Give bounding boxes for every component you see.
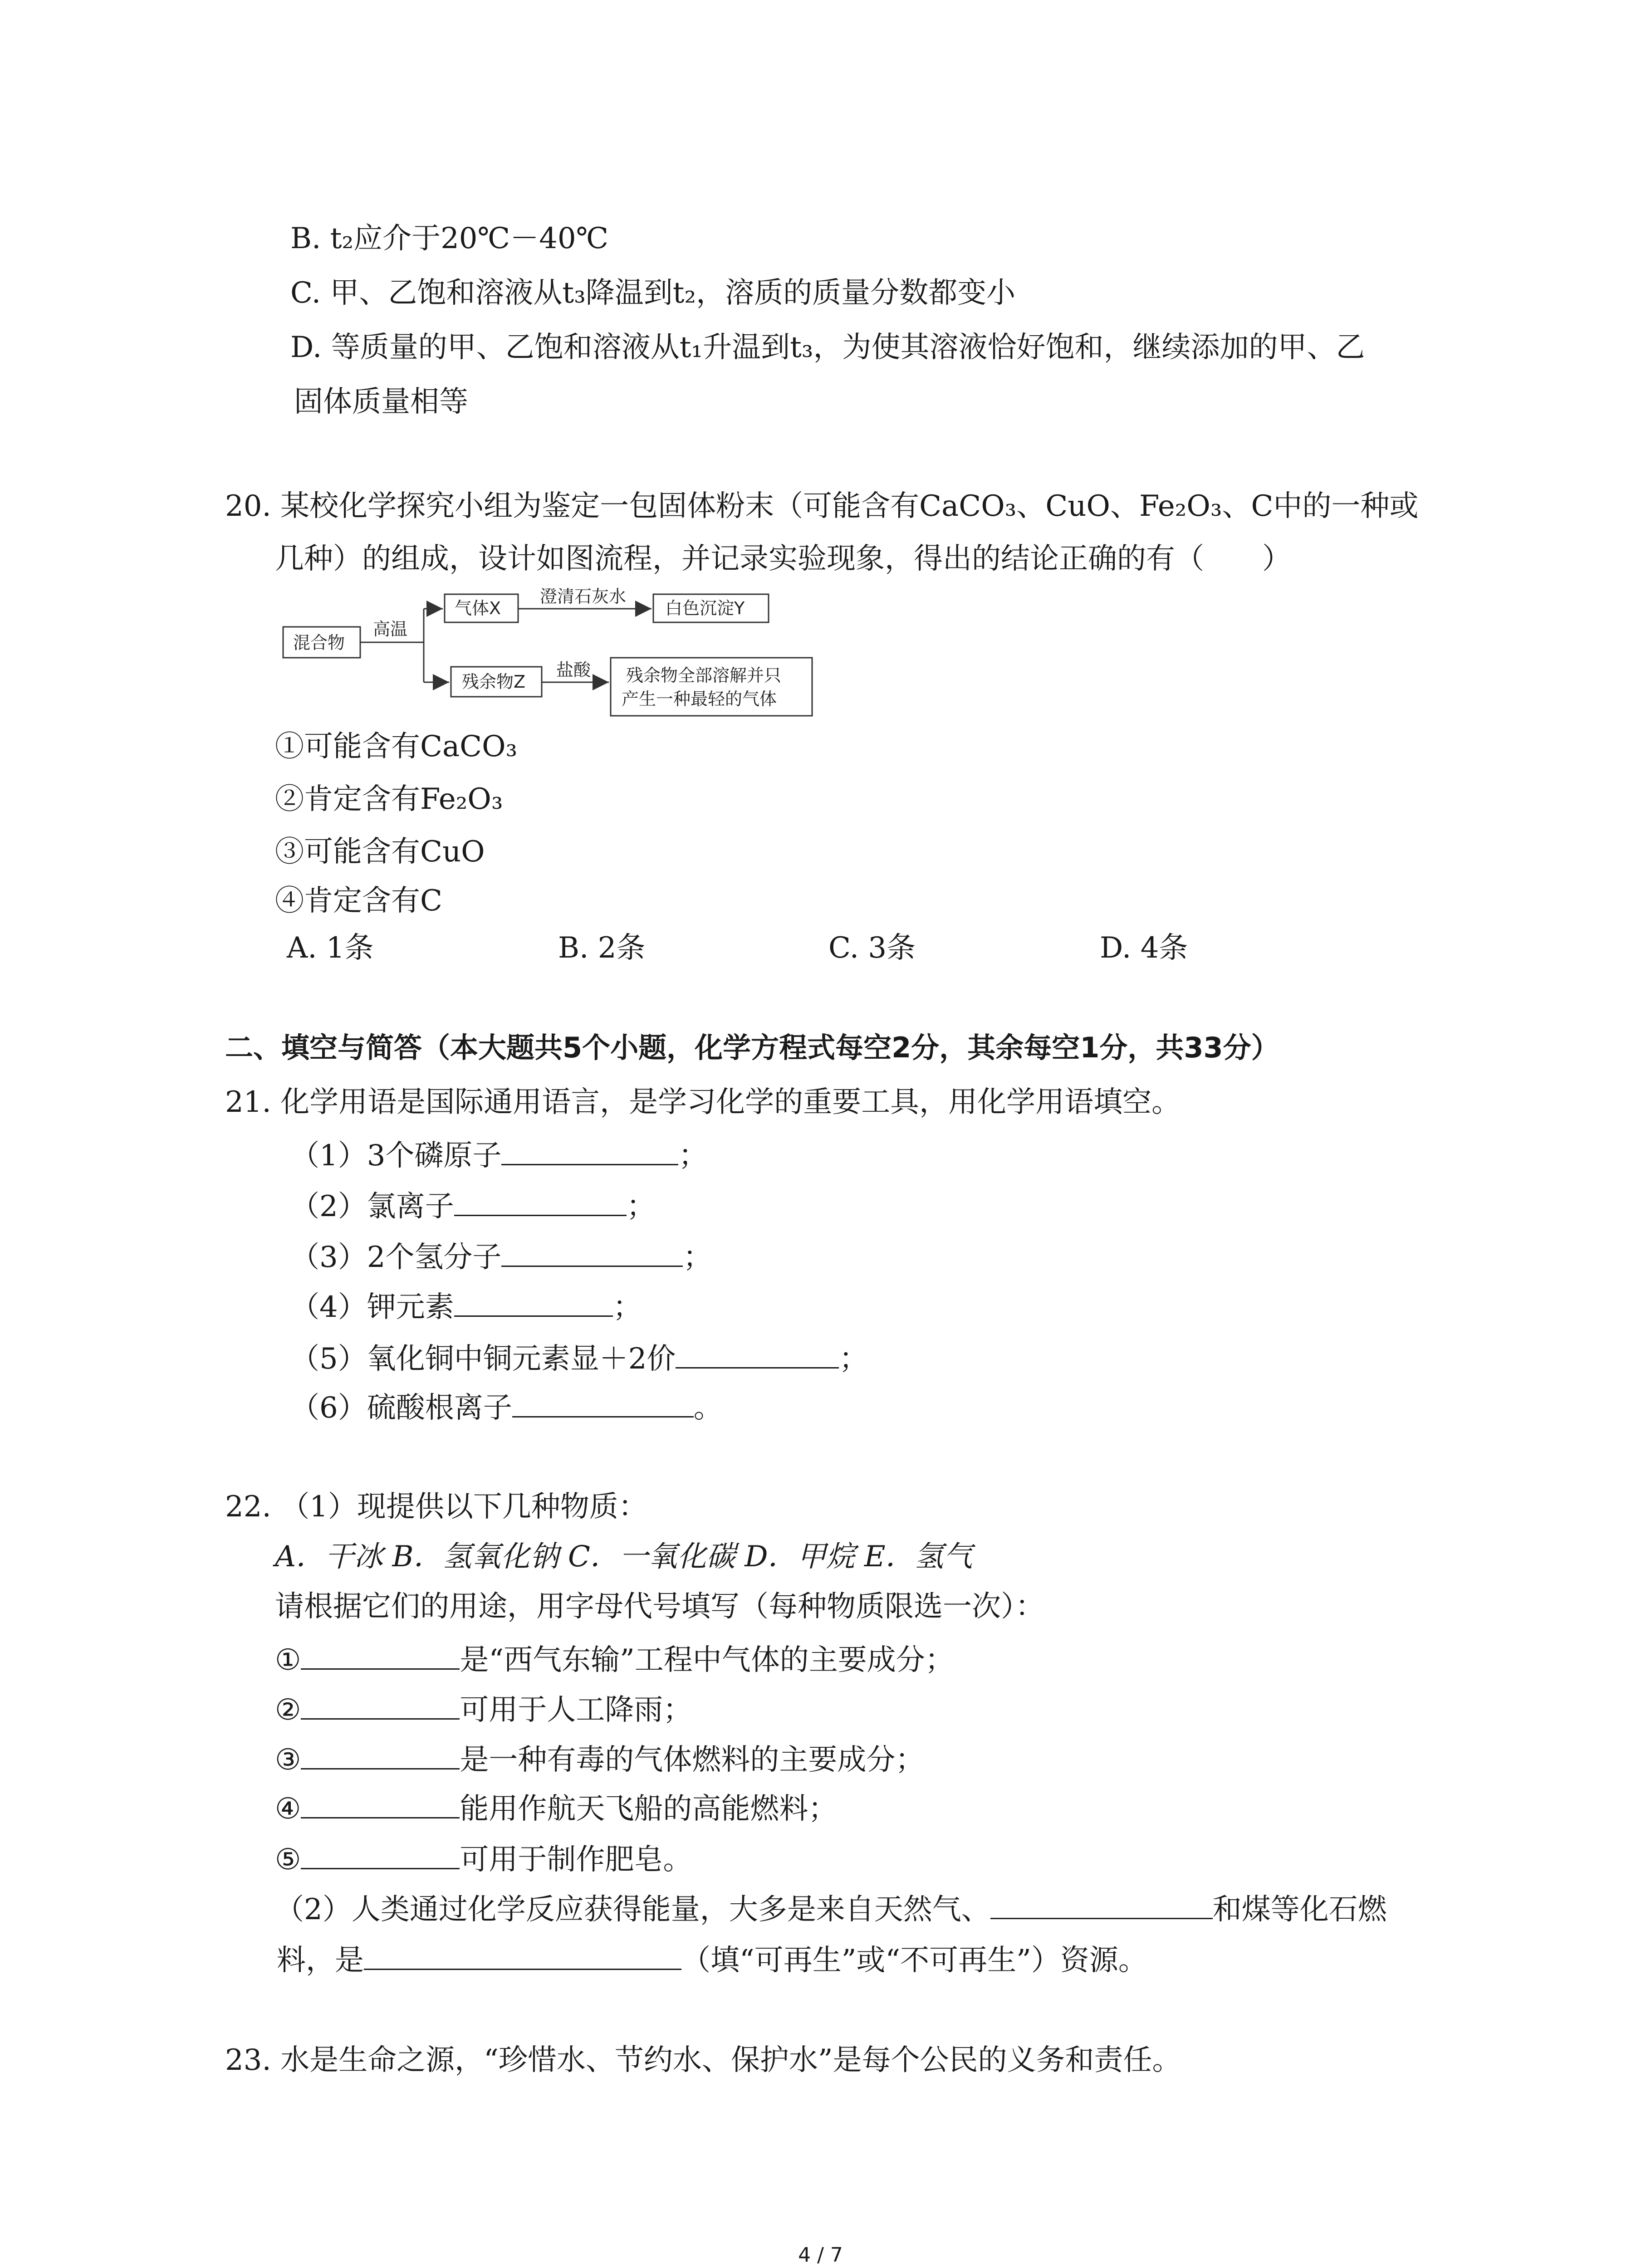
q22-item-4-blank[interactable] [301, 1789, 460, 1818]
hcl-label: 盐酸 [556, 660, 591, 680]
q22-item-3-blank[interactable] [301, 1740, 460, 1769]
q21-item-2 [290, 1187, 656, 1225]
q22-item-3 [275, 1740, 924, 1778]
q21-item-2-blank[interactable] [454, 1187, 627, 1216]
page-number: 4 / 7 [798, 2244, 843, 2267]
q22-part2-text-c: 料，是 [277, 1944, 364, 1977]
q21-item-5-end: ； [839, 1342, 868, 1376]
result-line1: 残余物全部溶解并只 [626, 665, 782, 685]
q21-item-4-text: （4）钾元素 [290, 1290, 454, 1324]
q22-item-1-text: 是“西气东输”工程中气体的主要成分； [460, 1643, 954, 1677]
residue-z-label: 残余物Z [462, 672, 526, 692]
q21-item-4-blank[interactable] [454, 1287, 613, 1317]
q20-stem-line2: 几种）的组成，设计如图流程，并记录实验现象，得出的结论正确的有（ ） [275, 542, 1291, 576]
q21-item-5 [290, 1339, 868, 1377]
q19-option-b: B. t₂应介于20℃－40℃ [290, 222, 609, 255]
q21-item-2-text: （2）氯离子 [290, 1190, 454, 1223]
result-line2: 产生一种最轻的气体 [622, 689, 777, 709]
q22-item-1 [275, 1640, 954, 1678]
q21-item-1-blank[interactable] [501, 1136, 678, 1165]
q22-item-5 [275, 1840, 692, 1878]
white-ppt-label: 白色沉淀Y [665, 598, 745, 618]
q22-part2-text-d: （填“可再生”或“不可再生”）资源。 [681, 1944, 1147, 1977]
q21-item-6-text: （6）硫酸根离子 [290, 1391, 512, 1425]
q21-stem: 21. 化学用语是国际通用语言，是学习化学的重要工具，用化学用语填空。 [225, 1085, 1181, 1119]
q22-item-4-text: 能用作航天飞船的高能燃料； [460, 1792, 838, 1826]
q22-part2-line1 [275, 1890, 1387, 1928]
q22-item-3-num: ③ [275, 1743, 301, 1777]
q20-flow-diagram [277, 585, 821, 735]
q21-item-3-end: ； [683, 1241, 712, 1274]
q22-part2-blank-1[interactable] [990, 1890, 1213, 1919]
q22-item-4 [275, 1789, 837, 1827]
q21-item-3-text: （3）2个氢分子 [290, 1241, 502, 1274]
limewater-label: 澄清石灰水 [540, 587, 627, 606]
q22-item-2-text: 可用于人工降雨； [460, 1693, 692, 1727]
q21-item-1-end: ； [678, 1139, 708, 1173]
q22-item-4-num: ④ [275, 1792, 301, 1826]
q20-option-a: A. 1条 [287, 931, 374, 965]
q21-item-6-end: 。 [693, 1391, 723, 1425]
q22-item-5-blank[interactable] [301, 1840, 460, 1869]
q21-item-5-text: （5）氧化铜中铜元素显＋2价 [290, 1342, 676, 1376]
q20-statement-2: ②肯定含有Fe₂O₃ [275, 782, 503, 816]
q22-instructions: 请根据它们的用途，用字母代号填写（每种物质限选一次）： [275, 1590, 1044, 1623]
q22-item-1-num: ① [275, 1643, 301, 1677]
q19-option-d-line1: D. 等质量的甲、乙饱和溶液从t₁升温到t₃，为使其溶液恰好饱和，继续添加的甲、乙 [290, 331, 1365, 364]
q23-stem: 23. 水是生命之源，“珍惜水、节约水、保护水”是每个公民的义务和责任。 [225, 2043, 1181, 2077]
q22-item-1-blank[interactable] [301, 1640, 460, 1670]
high-temp-label: 高温 [373, 619, 408, 639]
q20-stem-line1: 20. 某校化学探究小组为鉴定一包固体粉末（可能含有CaCO₃、CuO、Fe₂O₃、C中的一种或 [225, 489, 1419, 523]
q21-item-2-end: ； [626, 1190, 656, 1223]
q21-item-1 [290, 1136, 707, 1174]
q21-item-6-blank[interactable] [512, 1388, 694, 1418]
q20-option-b: B. 2条 [558, 931, 646, 965]
q22-item-2-blank[interactable] [301, 1690, 460, 1720]
q21-item-3-blank[interactable] [501, 1237, 683, 1267]
gas-x-label: 气体X [455, 598, 501, 618]
q20-statement-3: ③可能含有CuO [275, 835, 485, 869]
q22-stem: 22. （1）现提供以下几种物质： [225, 1490, 647, 1524]
q20-option-c: C. 3条 [828, 931, 916, 965]
q22-part2-text-a: （2）人类通过化学反应获得能量，大多是来自天然气、 [275, 1893, 990, 1926]
q22-item-2-num: ② [275, 1693, 301, 1727]
q21-item-3 [290, 1237, 712, 1276]
section-2-heading: 二、填空与简答（本大题共5个小题，化学方程式每空2分，其余每空1分，共33分） [225, 1031, 1279, 1064]
q22-item-2 [275, 1690, 692, 1728]
q21-item-4 [290, 1287, 642, 1325]
q22-item-3-text: 是一种有毒的气体燃料的主要成分； [460, 1743, 925, 1777]
q22-item-5-num: ⑤ [275, 1843, 301, 1877]
q22-item-5-text: 可用于制作肥皂。 [460, 1843, 692, 1877]
q22-substances: A．干冰 B．氢氧化钠 C．一氧化碳 D．甲烷 E．氢气 [275, 1540, 973, 1574]
q19-option-c: C. 甲、乙饱和溶液从t₃降温到t₂，溶质的质量分数都变小 [290, 276, 1016, 310]
q21-item-1-text: （1）3个磷原子 [290, 1139, 502, 1173]
q22-part2-blank-2[interactable] [364, 1941, 681, 1970]
q21-item-4-end: ； [612, 1290, 642, 1324]
q22-part2-text-b: 和煤等化石燃 [1212, 1893, 1387, 1926]
q22-part2-line2 [277, 1941, 1147, 1979]
q21-item-6 [290, 1388, 723, 1426]
q20-statement-1: ①可能含有CaCO₃ [275, 730, 518, 763]
q19-option-d-line2: 固体质量相等 [294, 385, 468, 419]
q20-option-d: D. 4条 [1100, 931, 1188, 965]
q20-statement-4: ④肯定含有C [275, 884, 442, 918]
mixture-label: 混合物 [293, 633, 345, 653]
q21-item-5-blank[interactable] [676, 1339, 839, 1369]
